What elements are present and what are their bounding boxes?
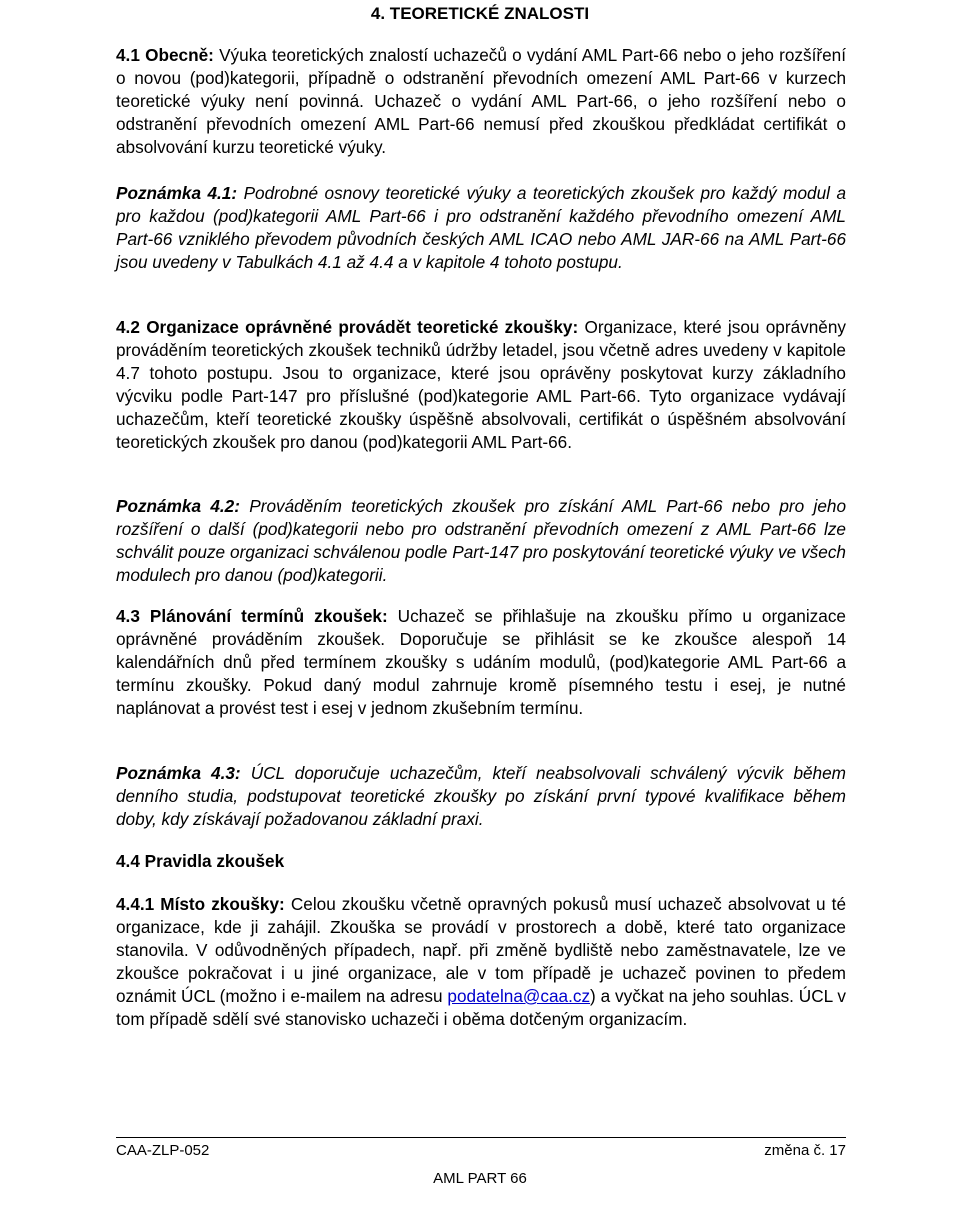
section-4-4-1-heading: 4.4.1 Místo zkoušky: <box>116 894 285 914</box>
section-4-3 <box>116 605 846 720</box>
section-4-4-heading: 4.4 Pravidla zkoušek <box>116 851 285 871</box>
section-4-2-heading: Organizace oprávněné provádět teoretické zkoušky: <box>146 317 579 337</box>
section-4-3-body: Uchazeč se přihlašuje na zkoušku přímo u organizace oprávněné prováděním zkoušek. Doporučuje se přihlásit se ke zkoušce alespoň 14 kalendářních dnů před termínem zkoušky s udáním modulů, (pod)kategorie AML Part-66 a termínu zkoušky. Pokud daný modul zahrnuje kromě písemného testu i esej, je nutné naplánovat a provést test i esej v jednom zkušebním termínu. <box>116 606 846 718</box>
page-title: 4. TEORETICKÉ ZNALOSTI <box>370 4 590 23</box>
section-4-2-number: 4.2 <box>116 317 140 337</box>
email-link[interactable]: podatelna@caa.cz <box>447 986 591 1006</box>
section-4-4-1-body-before: Celou zkoušku včetně opravných pokusů musí uchazeč absolvovat u té organizace, kde ji zahájil. Zkouška se provádí v prostorech a době, které tato organizace stanovila. V odůvodněných případech, např. při změně bydliště nebo zaměstnavatele, lze ve zkoušce pokračovat i u jiné organizace, ale v tom případě je uchazeč povinen to předem oznámit ÚCL (možno i e-mailem na adresu <box>116 894 847 1006</box>
section-4-3-number: 4.3 <box>116 606 140 626</box>
section-4-1 <box>116 44 846 159</box>
section-4-2 <box>116 316 846 454</box>
section-4-1-heading: Obecně: <box>145 45 214 65</box>
note-4-2-body: Prováděním teoretických zkoušek pro získání AML Part-66 nebo pro jeho rozšíření o další (pod)kategorii nebo pro odstranění převodních omezení z AML Part-66 lze schválit pouze organizaci schválenou podle Part-147 pro poskytování teoretické výuky ve všech modulech pro danou (pod)kategorii. <box>116 496 846 585</box>
note-4-2 <box>116 495 846 587</box>
section-4-3-heading: Plánování termínů zkoušek: <box>149 606 388 626</box>
footer-revision: změna č. 17 <box>764 1142 846 1159</box>
section-4-2-body: Organizace, které jsou oprávněny prováděním teoretických zkoušek techniků údržby letadel, jsou včetně adres uvedeny v kapitole 4.7 tohoto postupu. Jsou to organizace, které jsou oprávěny poskytovat kurzy základního výcviku podle Part-147 pro příslušné (pod)kategorie AML Part-66. Tyto organizace vydávají uchazečům, kteří teoretické zkoušky úspěšně absolvovali, certifikát o úspěšném absolvování teoretických zkoušek pro danou (pod)kategorii AML Part-66. <box>116 317 846 452</box>
section-4-4 <box>116 850 846 873</box>
note-4-3-body: ÚCL doporučuje uchazečům, kteří neabsolvovali schválený výcvik během denního studia, podstupovat teoretické zkoušky po získání první typové kvalifikace během doby, kdy získávají požadovanou základní praxi. <box>116 763 846 829</box>
section-4-1-number: 4.1 <box>116 45 140 65</box>
section-4-4-1-body-after: ) a vyčkat na jeho souhlas. ÚCL v tom případě sdělí své stanovisko uchazeči i oběma dotčeným organizacím. <box>116 986 846 1029</box>
note-4-2-heading: Poznámka 4.2: <box>116 496 240 516</box>
note-4-3 <box>116 762 846 831</box>
note-4-3-heading: Poznámka 4.3: <box>116 763 241 783</box>
section-4-1-body: Výuka teoretických znalostí uchazečů o vydání AML Part-66 nebo o jeho rozšíření o novou (pod)kategorii, případně o odstranění převodních omezení AML Part-66 v kurzech teoretické výuky není povinná. Uchazeč o vydání AML Part-66, o jeho rozšíření nebo o odstranění převodních omezení AML Part-66 nemusí před zkouškou předkládat certifikát o absolvování kurzu teoretické výuky. <box>116 45 846 157</box>
note-4-1-heading: Poznámka 4.1: <box>116 183 238 203</box>
note-4-1 <box>116 182 846 274</box>
section-4-4-1 <box>116 893 846 1031</box>
footer-divider <box>116 1137 846 1138</box>
note-4-1-body: Podrobné osnovy teoretické výuky a teoretických zkoušek pro každý modul a pro každou (pod)kategorii AML Part-66 i pro odstranění každého převodního omezení AML Part-66 vzniklého převodem původních českých AML ICAO nebo AML JAR-66 na AML Part-66 jsou uvedeny v Tabulkách 4.1 až 4.4 a v kapitole 4 tohoto postupu. <box>116 183 846 272</box>
footer-title: AML PART 66 <box>433 1170 527 1187</box>
footer-doc-code: CAA-ZLP-052 <box>116 1142 210 1159</box>
